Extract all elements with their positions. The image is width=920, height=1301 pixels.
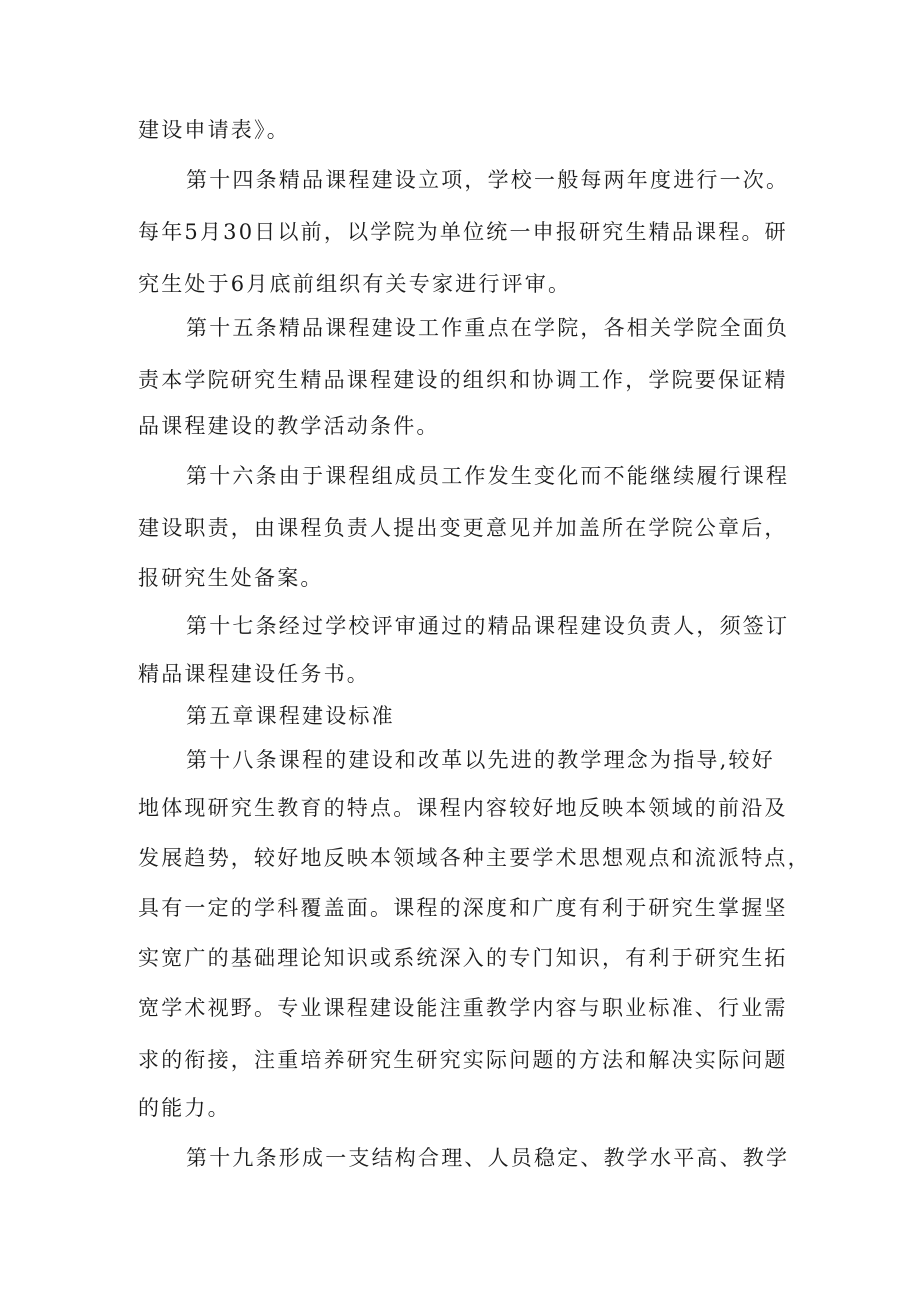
paragraph-line: 地体现研究生教育的特点。课程内容较好地反映本领域的前沿及 <box>138 796 788 820</box>
paragraph-line: 品课程建设的教学活动条件。 <box>138 414 440 438</box>
paragraph-line: 每年5月30日以前，以学院为单位统一申报研究生精品课程。研 <box>138 220 788 244</box>
paragraph-line: 求的衔接，注重培养研究生研究实际问题的方法和解决实际问题 <box>138 1048 788 1072</box>
paragraph-first-line: 第十六条由于课程组成员工作发生变化而不能继续履行课程 <box>186 464 790 488</box>
paragraph-line: 责本学院研究生精品课程建设的组织和协调工作，学院要保证精 <box>138 368 788 392</box>
paragraph-first-line: 第十八条课程的建设和改革以先进的教学理念为指导,较好 <box>186 748 775 772</box>
paragraph-line: 究生处于6月底前组织有关专家进行评审。 <box>138 272 572 296</box>
paragraph-first-line: 第十七条经过学校评审通过的精品课程建设负责人，须签订 <box>186 614 790 638</box>
paragraph-line: 发展趋势，较好地反映本领域各种主要学术思想观点和流派特点， <box>138 846 811 870</box>
paragraph-line: 精品课程建设任务书。 <box>138 662 370 686</box>
paragraph-line: 具有一定的学科覆盖面。课程的深度和广度有利于研究生掌握坚 <box>138 896 788 920</box>
paragraph-line: 的能力。 <box>138 1096 231 1120</box>
paragraph-line: 建设职责，由课程负责人提出变更意见并加盖所在学院公章后， <box>138 516 788 540</box>
paragraph-line: 建设申请表》。 <box>138 118 290 142</box>
paragraph-first-line: 第十四条精品课程建设立项，学校一般每两年度进行一次。 <box>186 168 790 192</box>
paragraph-line: 宽学术视野。专业课程建设能注重教学内容与职业标准、行业需 <box>138 996 788 1020</box>
paragraph-line: 实宽广的基础理论知识或系统深入的专门知识，有利于研究生拓 <box>138 946 788 970</box>
paragraph-first-line: 第五章课程建设标准 <box>186 704 395 728</box>
paragraph-first-line: 第十五条精品课程建设工作重点在学院，各相关学院全面负 <box>186 316 790 340</box>
paragraph-line: 报研究生处备案。 <box>138 566 324 590</box>
paragraph-first-line: 第十九条形成一支结构合理、人员稳定、教学水平高、教学 <box>186 1146 790 1170</box>
